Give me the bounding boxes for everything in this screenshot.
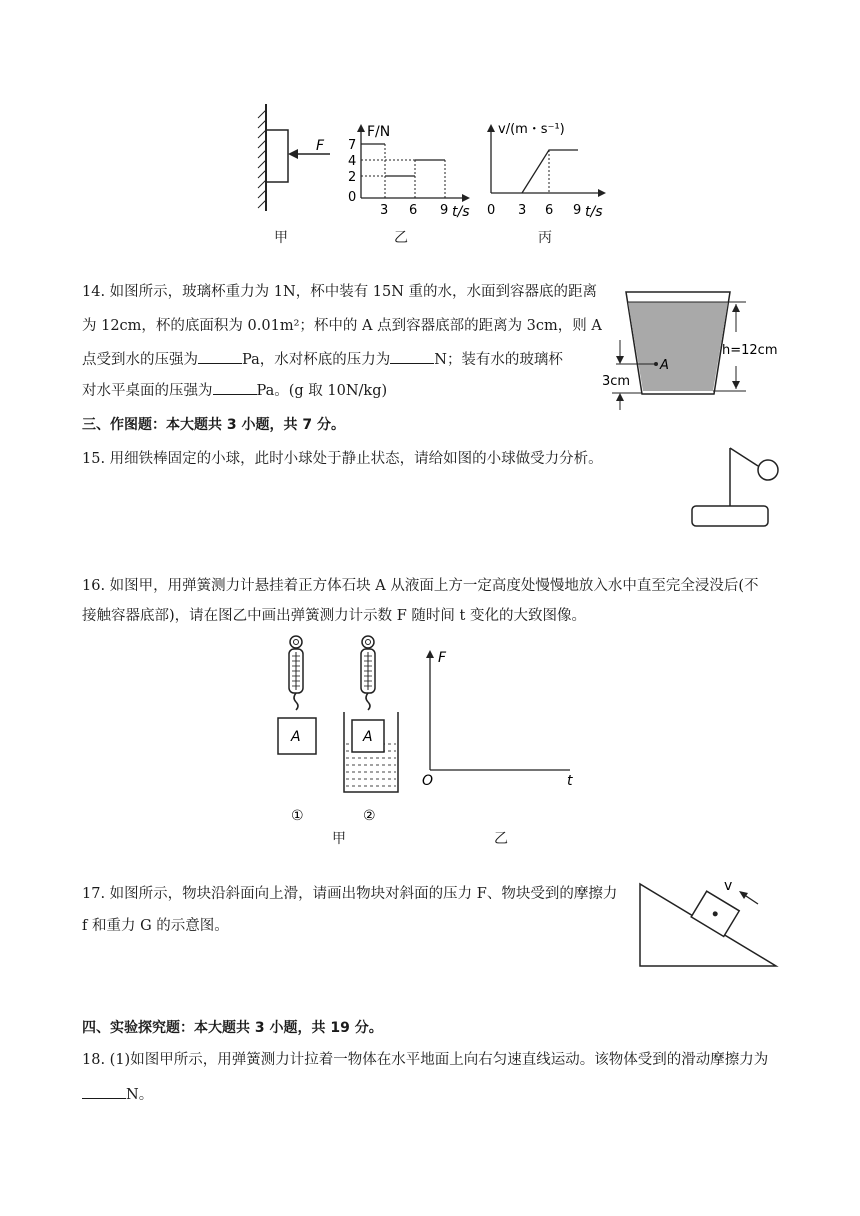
svg-text:A: A [660,358,669,373]
answer-blank[interactable] [390,349,434,364]
q14-line2: 为 12cm，杯的底面积为 0.01m²；杯中的 A 点到容器底部的距离为 3cm，则 A [82,318,602,334]
figure-16-caption-yi: 乙 [494,831,508,847]
figure-16 [270,632,590,852]
figure-13 [240,96,620,256]
figure-13-caption-yi: 乙 [394,230,408,246]
svg-text:t/s: t/s [452,204,470,220]
figure-13-caption-jia: 甲 [274,230,288,246]
q17-line1: 17. 如图所示，物块沿斜面向上滑，请画出物块对斜面的压力 F、物块受到的摩擦力 [82,886,618,902]
svg-text:②: ② [363,808,376,824]
svg-text:6: 6 [409,203,418,218]
q16-line2: 接触容器底部)，请在图乙中画出弹簧测力计示数 F 随时间 t 变化的大致图像。 [82,608,586,624]
svg-text:4: 4 [348,154,357,169]
svg-text:0: 0 [487,203,496,218]
q16-line1: 16. 如图甲，用弹簧测力计悬挂着正方体石块 A 从液面上方一定高度处慢慢地放入水中直至完全浸没后(不 [82,578,759,594]
q18-line2: N。 [82,1084,153,1105]
svg-text:3: 3 [518,203,527,218]
q14-line4: 对水平桌面的压强为 Pa。(g 取 10N/kg) [82,380,387,401]
figure-16-caption-jia: 甲 [332,831,346,847]
section-4-heading: 四、实验探究题：本大题共 3 小题，共 19 分。 [82,1020,383,1036]
answer-blank[interactable] [82,1084,126,1099]
svg-text:0: 0 [348,190,357,205]
q14-line3: 点受到水的压强为 Pa，水对杯底的压力为 N；装有水的玻璃杯 [82,349,563,370]
chart-yi [348,124,470,220]
q17-line2: f 和重力 G 的示意图。 [82,918,229,934]
q18-line1: 18. (1)如图甲所示，用弹簧测力计拉着一物体在水平地面上向右匀速直线运动。该物体受到的滑动摩擦力为 [82,1052,769,1068]
svg-text:F/N: F/N [367,124,391,140]
svg-text:t: t [567,773,573,789]
svg-text:7: 7 [348,138,357,153]
block [266,130,288,182]
svg-text:A: A [291,729,301,745]
svg-text:h=12cm: h=12cm [722,343,778,358]
svg-text:F: F [438,650,447,666]
svg-text:6: 6 [545,203,554,218]
figure-15-ball-stand [686,440,786,536]
figure-17-incline [636,874,786,972]
svg-text:3: 3 [380,203,389,218]
answer-blank[interactable] [198,349,242,364]
svg-text:v/(m・s⁻¹): v/(m・s⁻¹) [498,122,565,137]
section-3-heading: 三、作图题：本大题共 3 小题，共 7 分。 [82,417,345,433]
answer-blank[interactable] [213,380,257,395]
svg-text:①: ① [291,808,304,824]
svg-text:9: 9 [440,203,449,218]
svg-text:9: 9 [573,203,582,218]
svg-text:v: v [724,878,733,894]
svg-text:2: 2 [348,170,357,185]
figure-14-glass [598,276,798,416]
svg-text:3cm: 3cm [602,374,631,389]
figure-13-caption-bing: 丙 [538,230,552,246]
chart-bing [487,122,606,220]
svg-text:O: O [422,773,434,789]
svg-text:A: A [363,729,373,745]
force-label: F [316,138,325,154]
svg-text:t/s: t/s [585,204,603,220]
q14-line1: 14. 如图所示，玻璃杯重力为 1N，杯中装有 15N 重的水，水面到容器底的距离 [82,284,598,300]
q15-text: 15. 用细铁棒固定的小球，此时小球处于静止状态，请给如图的小球做受力分析。 [82,451,603,467]
